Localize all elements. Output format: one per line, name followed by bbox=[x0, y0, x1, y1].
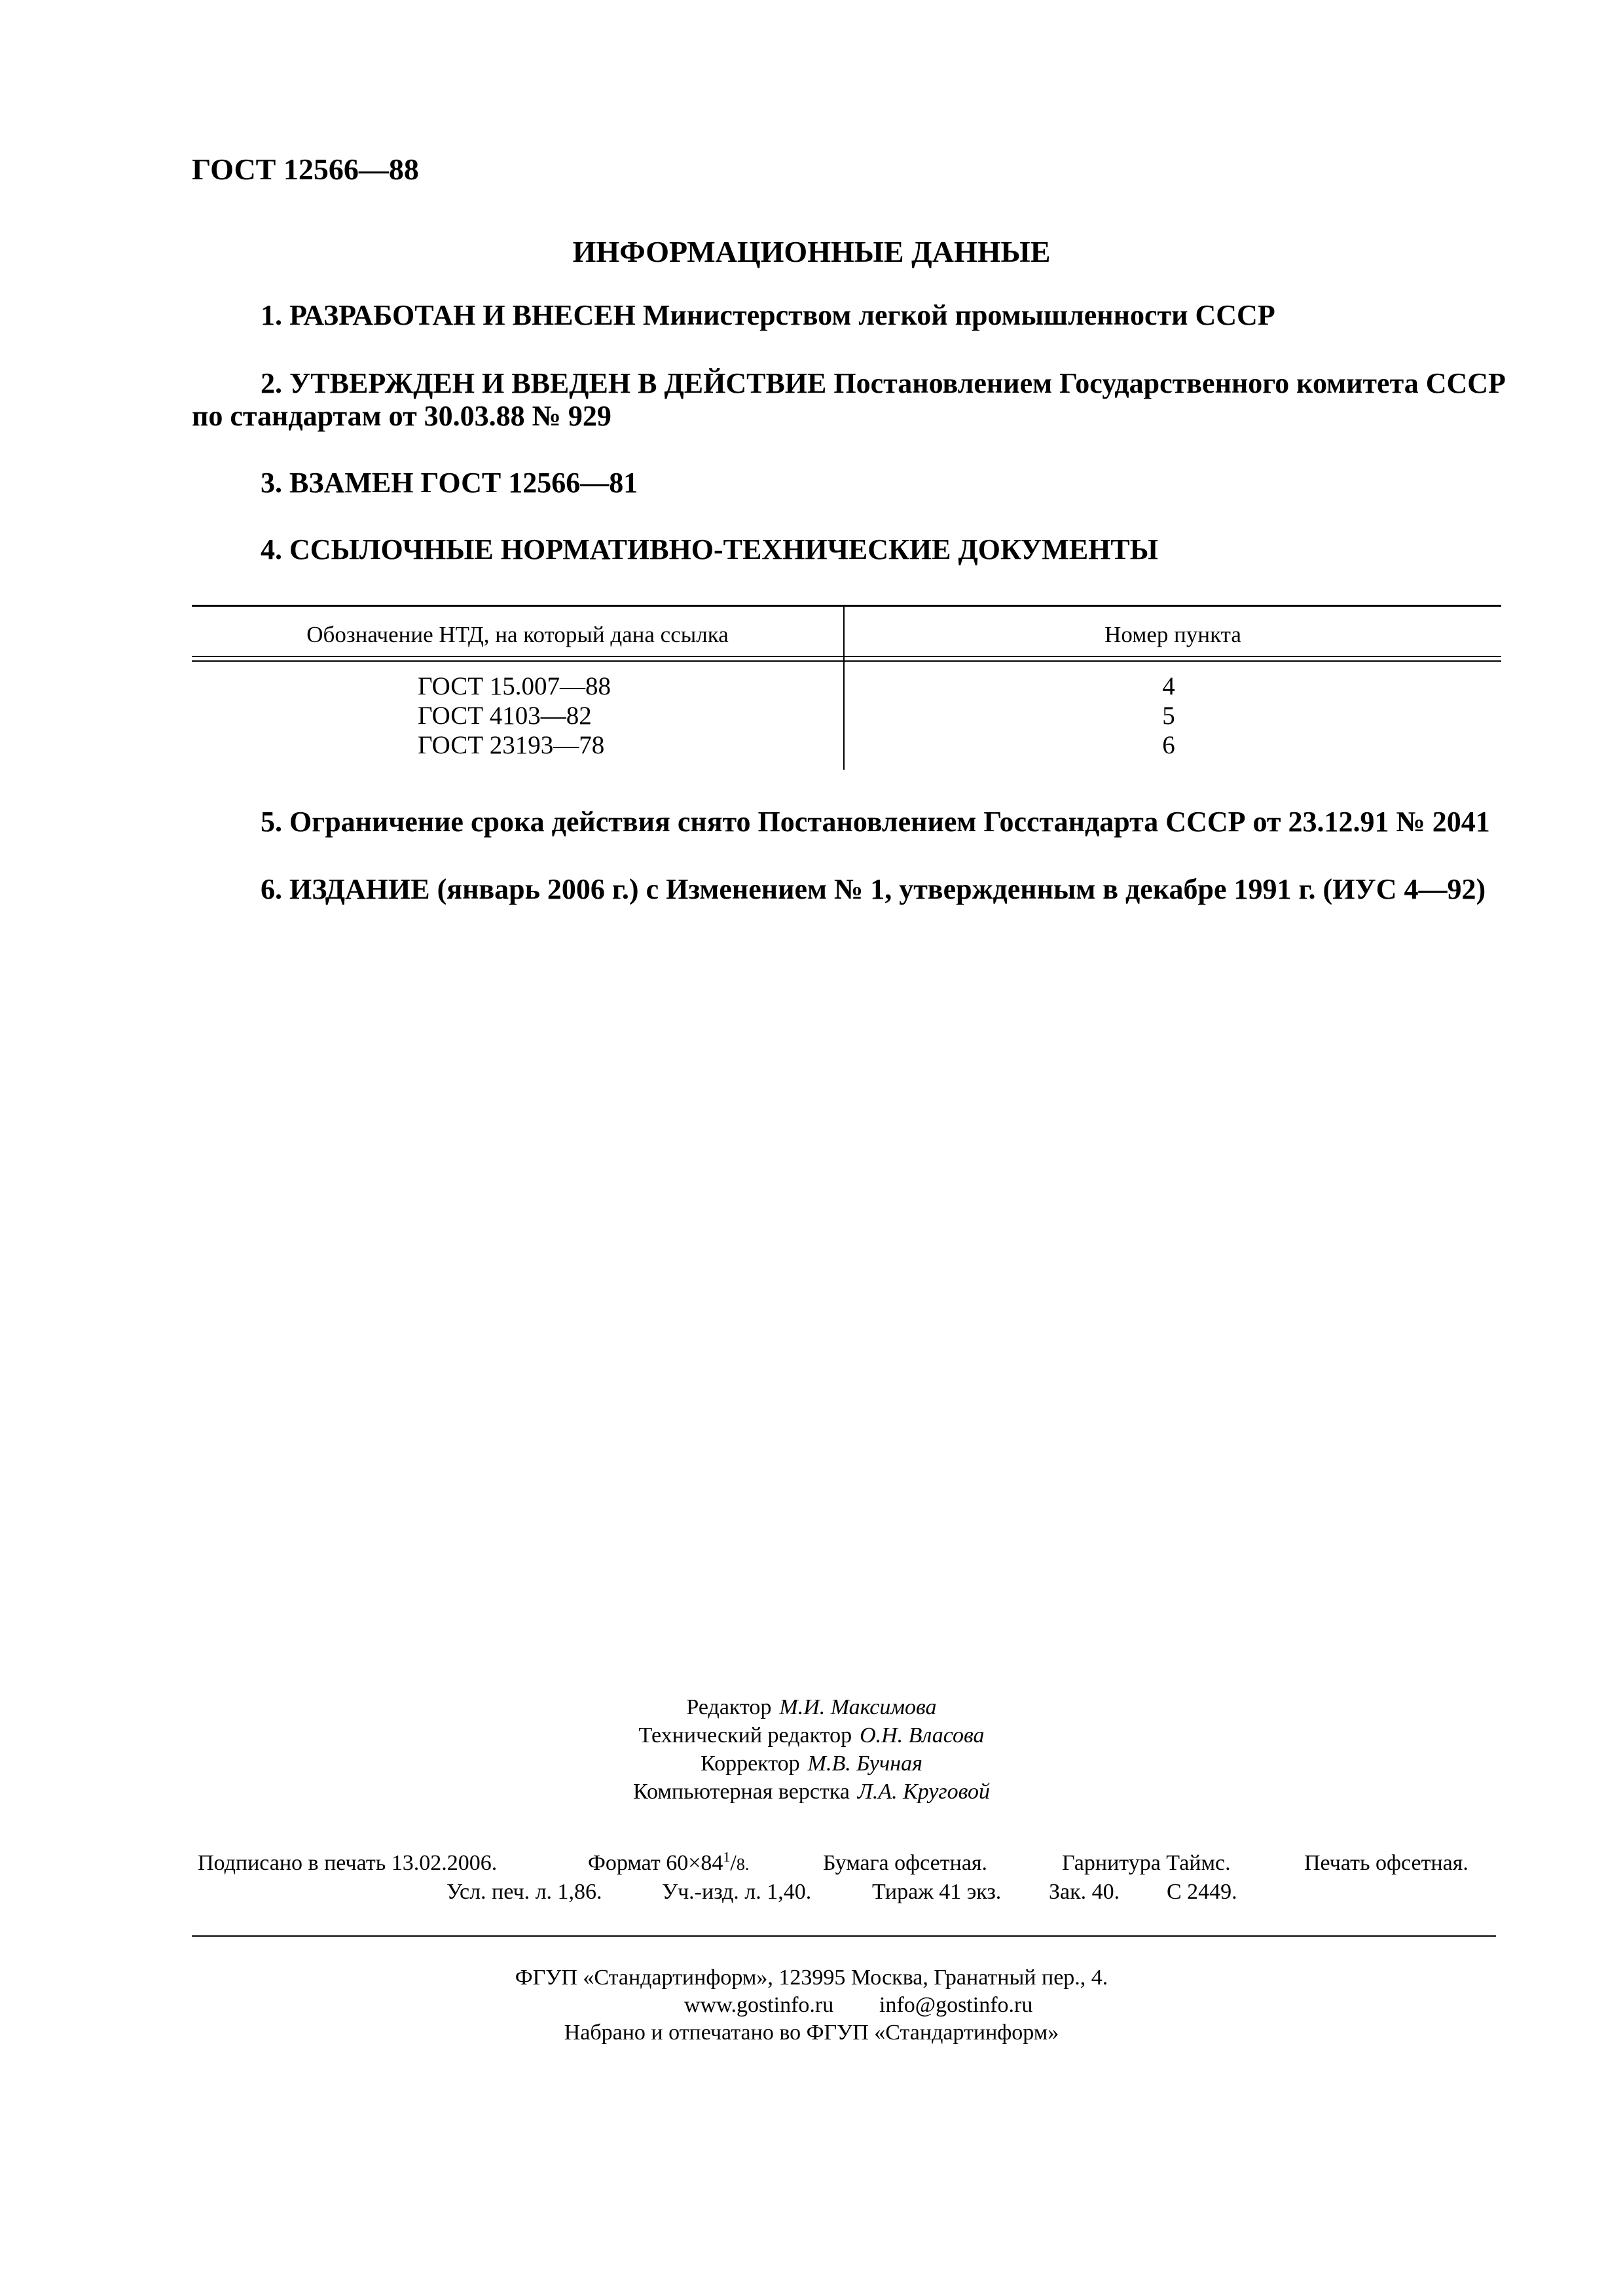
table-cell-clause: 4 bbox=[1162, 672, 1175, 700]
table-header-clause: Номер пункта bbox=[1104, 622, 1241, 647]
imprint-publication-sheets: Уч.-изд. л. 1,40. bbox=[662, 1880, 812, 1904]
credit-role: Корректор bbox=[701, 1751, 800, 1776]
table-cell-clause: 5 bbox=[1162, 702, 1175, 730]
info-item-developed: 1. РАЗРАБОТАН И ВНЕСЕН Министерством легкой промышленности СССР bbox=[261, 299, 1275, 331]
table-header-rule bbox=[192, 660, 1501, 662]
publisher-printed-by: Набрано и отпечатано во ФГУП «Стандартинформ» bbox=[564, 2020, 1059, 2045]
table-top-rule bbox=[192, 605, 1501, 607]
imprint-order: Зак. 40. bbox=[1049, 1880, 1120, 1904]
publisher-email-link[interactable]: info@gostinfo.ru bbox=[879, 1993, 1033, 2017]
table-header-rule bbox=[192, 656, 1501, 657]
credit-role: Компьютерная верстка bbox=[633, 1780, 850, 1804]
imprint-format-prefix: Формат 60×84 bbox=[588, 1851, 723, 1875]
credit-role: Редактор bbox=[686, 1695, 772, 1719]
imprint-format-denominator: 8. bbox=[736, 1855, 750, 1874]
credit-name: О.Н. Власова bbox=[860, 1723, 985, 1748]
table-cell-document: ГОСТ 4103—82 bbox=[418, 702, 592, 730]
imprint-signed: Подписано в печать 13.02.2006. bbox=[198, 1851, 498, 1875]
credit-line bbox=[0, 1751, 1623, 1776]
credit-name: М.И. Максимова bbox=[779, 1695, 937, 1719]
document-code: ГОСТ 12566—88 bbox=[192, 152, 419, 186]
imprint-print-sheets: Усл. печ. л. 1,86. bbox=[447, 1880, 602, 1904]
credit-role: Технический редактор bbox=[638, 1723, 852, 1748]
bottom-rule bbox=[192, 1935, 1496, 1937]
imprint-typeface: Гарнитура Таймс. bbox=[1062, 1851, 1231, 1875]
credit-line bbox=[0, 1695, 1623, 1720]
credit-line bbox=[0, 1723, 1623, 1748]
info-item-replaces: 3. ВЗАМЕН ГОСТ 12566—81 bbox=[261, 467, 638, 499]
imprint-format-numerator: 1 bbox=[723, 1848, 731, 1865]
info-item-validity: 5. Ограничение срока действия снято Постановлением Госстандарта СССР от 23.12.91 № 2041 bbox=[261, 806, 1490, 838]
credit-line bbox=[0, 1780, 1623, 1804]
imprint-printing: Печать офсетная. bbox=[1304, 1851, 1468, 1875]
table-header-document: Обозначение НТД, на который дана ссылка bbox=[306, 622, 729, 647]
imprint-format: Формат $60\times 84^1/8$. bbox=[588, 1848, 750, 1875]
imprint-c-number: С 2449. bbox=[1167, 1880, 1237, 1904]
table-cell-clause: 6 bbox=[1162, 731, 1175, 759]
info-section-title: ИНФОРМАЦИОННЫЕ ДАННЫЕ bbox=[572, 235, 1051, 268]
info-item-approved-continuation: по стандартам от 30.03.88 № 929 bbox=[192, 400, 611, 432]
info-item-references: 4. ССЫЛОЧНЫЕ НОРМАТИВНО-ТЕХНИЧЕСКИЕ ДОКУМЕНТЫ bbox=[261, 533, 1158, 565]
table-cell-document: ГОСТ 23193—78 bbox=[418, 731, 605, 759]
table-cell-document: ГОСТ 15.007—88 bbox=[418, 672, 611, 700]
publisher-address: ФГУП «Стандартинформ», 123995 Москва, Гранатный пер., 4. bbox=[515, 1965, 1108, 1990]
info-item-approved: 2. УТВЕРЖДЕН И ВВЕДЕН В ДЕЙСТВИЕ Постановлением Государственного комитета СССР bbox=[261, 367, 1506, 399]
credit-name: М.В. Бучная bbox=[807, 1751, 922, 1776]
info-item-edition: 6. ИЗДАНИЕ (январь 2006 г.) с Изменением № 1, утвержденным в декабре 1991 г. (ИУС 4—92) bbox=[261, 873, 1486, 905]
publisher-website-link[interactable]: www.gostinfo.ru bbox=[684, 1993, 834, 2017]
table-column-divider bbox=[843, 606, 845, 770]
credit-name: Л.А. Круговой bbox=[857, 1780, 990, 1804]
imprint-paper: Бумага офсетная. bbox=[823, 1851, 988, 1875]
imprint-print-run: Тираж 41 экз. bbox=[872, 1880, 1002, 1904]
